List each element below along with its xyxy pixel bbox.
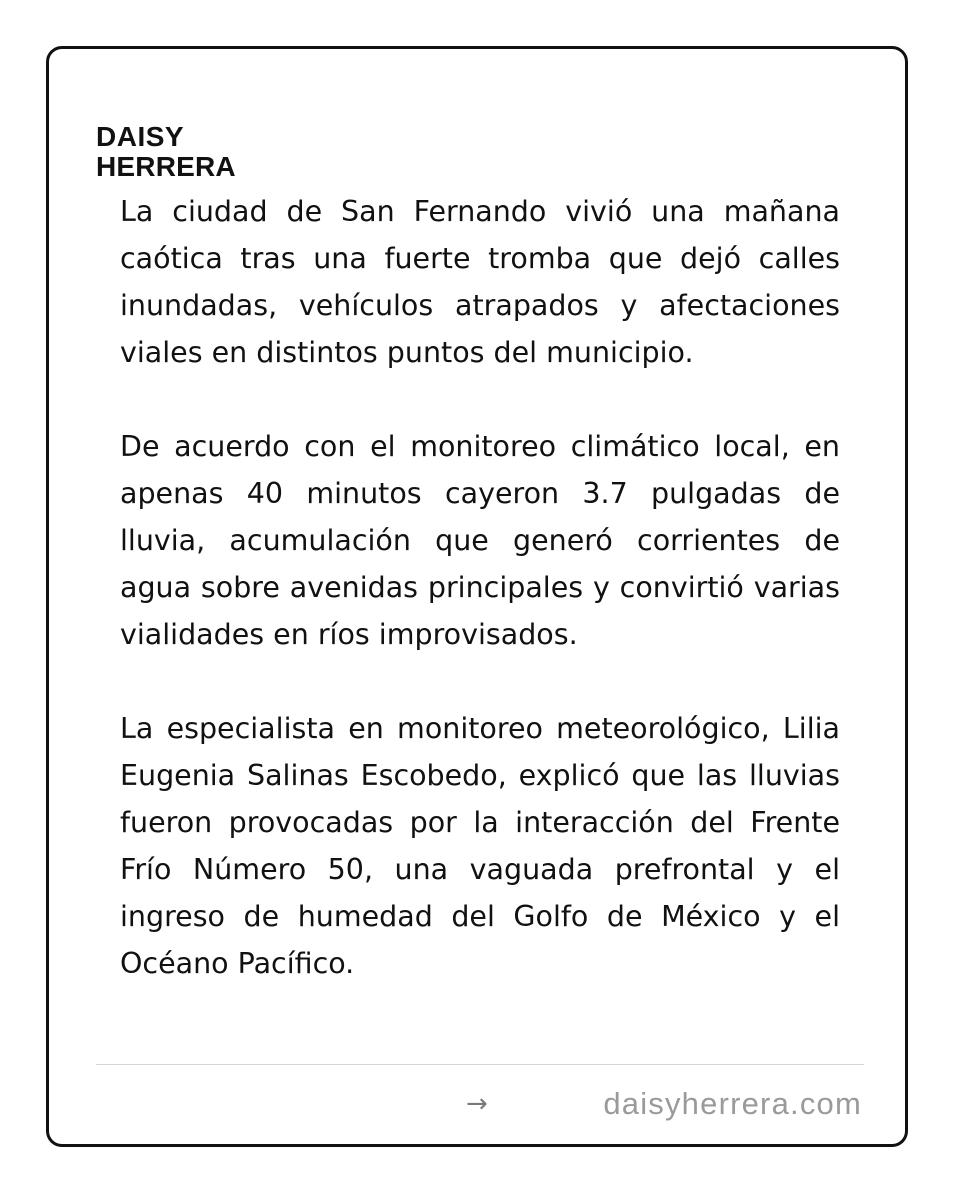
brand-name-first: DAISY (96, 121, 185, 152)
article-paragraph: De acuerdo con el monitoreo climático local, en apenas 40 minutos cayeron 3.7 pulgadas de lluvia, acumulación que generó corrientes de agua sobre avenidas principales y convirtió varias vialidades en ríos improvisados. (120, 430, 840, 651)
article-paragraph: La especialista en monitoreo meteorológico, Lilia Eugenia Salinas Escobedo, explicó que las lluvias fueron provocadas por la interacción del Frente Frío Número 50, una vaguada prefrontal y el ingreso de humedad del Golfo de México y el Océano Pacífico. (120, 712, 840, 980)
article-paragraph: La ciudad de San Fernando vivió una mañana caótica tras una fuerte tromba que dejó calles inundadas, vehículos atrapados y afectaciones viales en distintos puntos del municipio. (120, 195, 840, 369)
brand-name-last: HERRERA (96, 151, 236, 182)
arrow-right-icon[interactable]: → (466, 1089, 488, 1119)
brand-logo (96, 122, 236, 182)
footer-divider (96, 1064, 864, 1065)
website-link[interactable]: daisyherrera.com (603, 1086, 862, 1121)
article-body (120, 188, 840, 987)
